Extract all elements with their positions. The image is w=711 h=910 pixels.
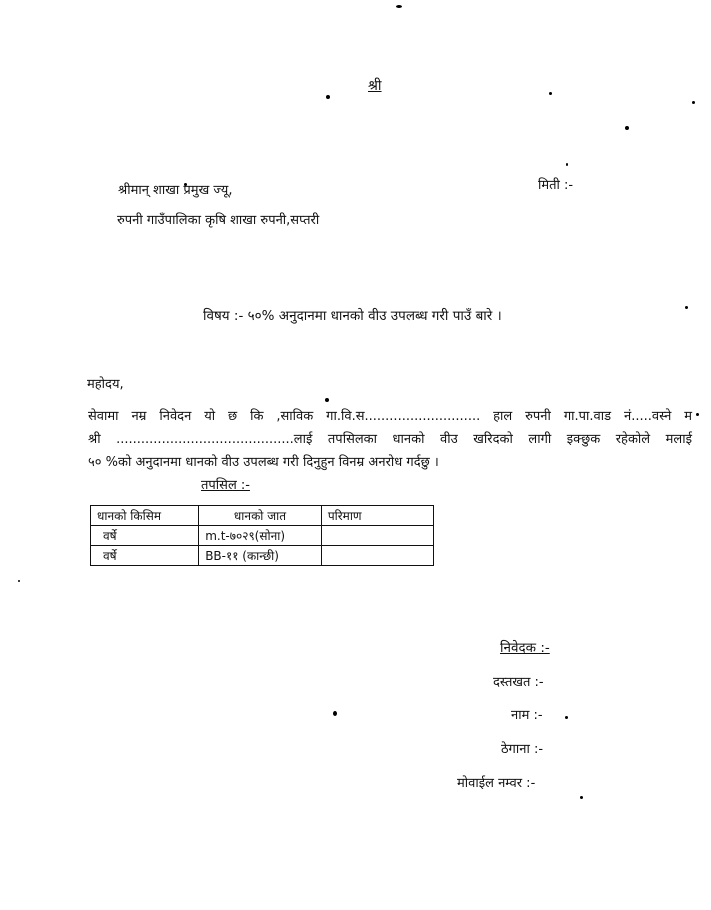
tapsil-heading: तपसिल :- — [201, 478, 250, 493]
scan-speck — [396, 5, 402, 8]
table-row — [91, 526, 434, 546]
body-line-1: सेवामा नम्र निवेदन यो छ कि ,साविक गा.वि.स............................ हाल रुपनी गा.पा.वाड नं.....वस्ने म — [88, 409, 692, 424]
table-header-row — [91, 506, 434, 526]
scan-speck — [18, 580, 20, 582]
scan-speck — [625, 126, 629, 130]
column-header: परिमाण — [321, 506, 433, 526]
body-line-2: श्री ...........................................लाई तपसिलका धानको वीउ खरिदको लागी इक्छुक रहेकोले मलाई — [88, 432, 692, 447]
scan-speck — [549, 92, 552, 95]
scan-speck — [696, 413, 699, 416]
table-cell: m.t-७०२९(सोना) — [199, 526, 322, 546]
column-header: धानको किसिम — [91, 506, 199, 526]
salutation: महोदय, — [87, 377, 124, 392]
scan-speck — [580, 796, 583, 799]
body-line-3: ५० %को अनुदानमा धानको वीउ उपलब्ध गरी दिनुहुन विनम्र अनरोध गर्दछु । — [88, 455, 439, 470]
table-cell — [321, 546, 433, 566]
address-label: ठेगाना :- — [501, 742, 544, 757]
name-label: नाम :- — [511, 708, 543, 723]
scan-speck — [566, 163, 568, 166]
scan-speck — [326, 95, 330, 99]
column-header: धानको जात — [199, 506, 322, 526]
scan-speck — [325, 398, 329, 402]
tapsil-table — [90, 505, 434, 566]
scan-speck — [692, 101, 695, 104]
scan-speck — [565, 716, 568, 719]
table-cell: वर्षे — [91, 526, 199, 546]
addressee-line-1: श्रीमान् शाखा प्रमुख ज्यू, — [118, 183, 233, 198]
applicant-heading: निवेदक :- — [500, 640, 550, 656]
table-cell: वर्षे — [91, 546, 199, 566]
date-label: मिती :- — [538, 178, 574, 193]
header-shree: श्री — [368, 78, 382, 94]
mobile-label: मोवाईल नम्वर :- — [457, 776, 536, 791]
table-row — [91, 546, 434, 566]
subject-line: विषय :- ५०% अनुदानमा धानको वीउ उपलब्ध गरी पाउँ बारे । — [203, 308, 502, 324]
scan-speck — [333, 711, 337, 716]
table-cell — [321, 526, 433, 546]
scan-speck — [685, 306, 688, 309]
addressee-line-2: रुपनी गाउँपालिका कृषि शाखा रुपनी,सप्तरी — [117, 213, 320, 228]
table-cell: BB-११ (कान्छी) — [199, 546, 322, 566]
signature-label: दस्तखत :- — [493, 675, 544, 690]
